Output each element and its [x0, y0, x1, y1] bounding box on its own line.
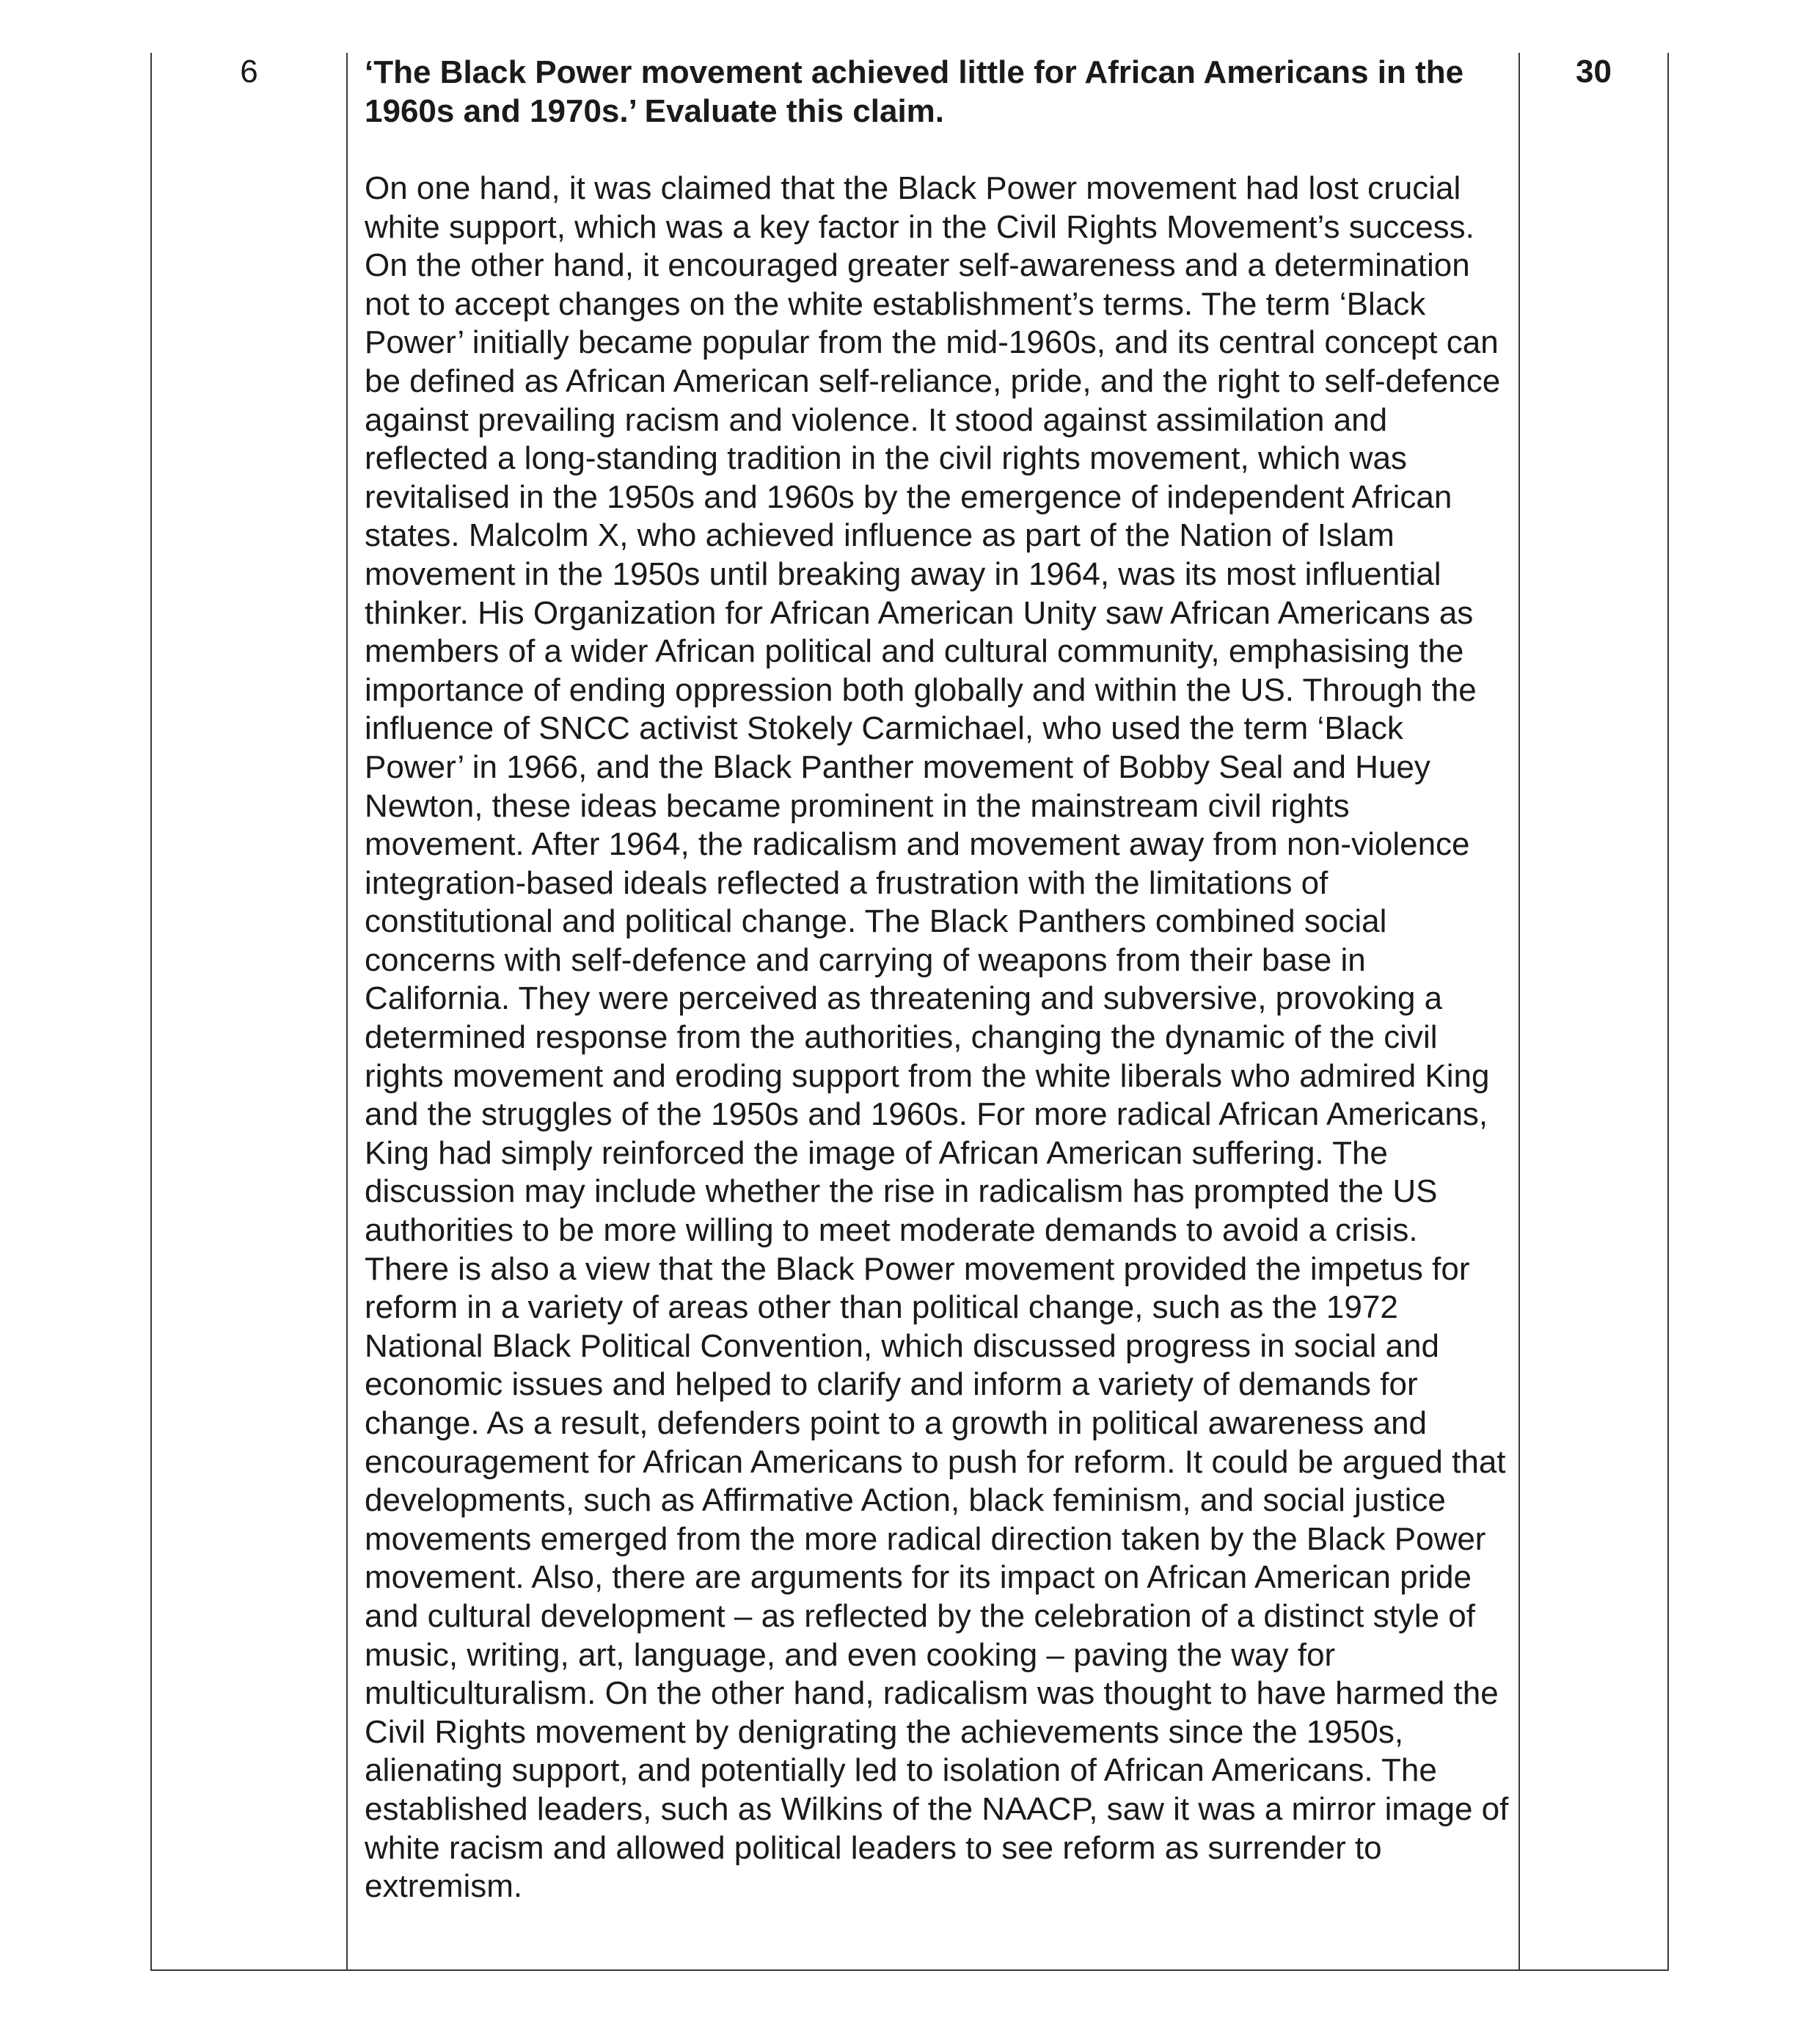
indicative-content: On one hand, it was claimed that the Black Power movement had lost crucial white support, which was a key factor in the Civil Rights Movement’s success. On the other hand, it encouraged greater self-awareness and a determination not to accept changes on the white establishment’s terms. The term ‘Black Power’ initially became popular from the mid-1960s, and its central concept can be defined as African American self-reliance, pride, and the right to self-defence against prevailing racism and violence. It stood against assimilation and reflected a long-standing tradition in the civil rights movement, which was revitalised in the 1950s and 1960s by the emergence of independent African states. Malcolm X, who achieved influence as part of the Nation of Islam movement in the 1950s until breaking away in 1964, was its most influential thinker. His Organization for African American Unity saw African Americans as members of a wider African political and cultural community, emphasising the importance of ending oppression both globally and within the US. Through the influence of SNCC activist Stokely Carmichael, who used the term ‘Black Power’ in 1966, and the Black Panther movement of Bobby Seal and Huey Newton, these ideas became prominent in the mainstream civil rights movement. After 1964, the radicalism and movement away from non-violence integration-based ideals reflected a frustration with the limitations of constitutional and political change. The Black Panthers combined social concerns with self-defence and carrying of weapons from their base in California. They were perceived as threatening and subversive, provoking a determined response from the authorities, changing the dynamic of the civil rights movement and eroding support from the white liberals who admired King and the struggles of the 1950s and 1960s. For more radical African Americans, King had simply reinforced the image of African American suffering. The discussion may include whether the rise in radicalism has prompted the US authorities to be more willing to meet moderate demands to avoid a crisis. There is also a view that the Black Power movement provided the impetus for reform in a variety of areas other than political change, such as the 1972 National Black Political Convention, which discussed progress in social and economic issues and helped to clarify and inform a variety of demands for change. As a result, defenders point to a growth in political awareness and encouragement for African Americans to push for reform. It could be argued that developments, such as Affirmative Action, black feminism, and social justice movements emerged from the more radical direction taken by the Black Power movement. Also, there are arguments for its impact on African American pride and cultural development – as reflected by the celebration of a distinct style of music, writing, art, language, and even cooking – paving the way for multiculturalism. On the other hand, radicalism was thought to have harmed the Civil Rights movement by denigrating the achievements since the 1950s, alienating support, and potentially led to isolation of African Americans. The established leaders, such as Wilkins of the NAACP, saw it was a mirror image of white racism and allowed political leaders to see reform as surrender to extremism. [365, 170, 1509, 1905]
mark-scheme-table [150, 53, 1669, 1971]
question-prompt: ‘The Black Power movement achieved little for African Americans in the 1960s and 1970s.’ Evaluate this claim. [365, 54, 1464, 129]
question-content [365, 53, 1509, 1906]
marks-value: 30 [1576, 54, 1612, 90]
column-divider [346, 53, 348, 1969]
column-divider [1519, 53, 1520, 1969]
question-number: 6 [240, 54, 258, 90]
